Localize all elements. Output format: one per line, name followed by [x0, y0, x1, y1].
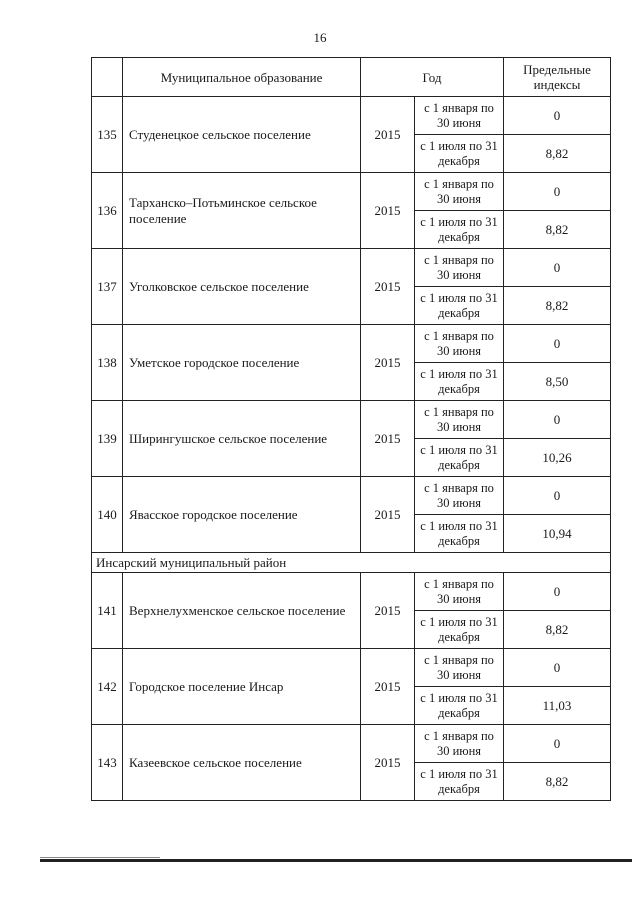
period-cell: с 1 января по 30 июня: [415, 573, 504, 611]
table-row: [92, 477, 611, 515]
table-row: [92, 173, 611, 211]
index-cell: 0: [504, 173, 611, 211]
index-cell: 8,82: [504, 763, 611, 801]
period-cell: с 1 января по 30 июня: [415, 173, 504, 211]
municipality-name: Явасское городское поселение: [123, 477, 361, 553]
row-number: 140: [92, 477, 123, 553]
table-row: [92, 573, 611, 611]
municipality-name: Студенецкое сельское поселение: [123, 97, 361, 173]
header-municipality: Муниципальное образование: [123, 58, 361, 97]
index-cell: 8,50: [504, 363, 611, 401]
municipality-name: Казеевское сельское поселение: [123, 725, 361, 801]
year-cell: 2015: [361, 649, 415, 725]
period-cell: с 1 июля по 31 декабря: [415, 763, 504, 801]
period-cell: с 1 июля по 31 декабря: [415, 439, 504, 477]
period-cell: с 1 января по 30 июня: [415, 649, 504, 687]
municipality-name: Ширингушское сельское поселение: [123, 401, 361, 477]
table-row: [92, 325, 611, 363]
year-cell: 2015: [361, 477, 415, 553]
period-cell: с 1 июля по 31 декабря: [415, 611, 504, 649]
municipality-name: Верхнелухменское сельское поселение: [123, 573, 361, 649]
period-cell: с 1 июля по 31 декабря: [415, 211, 504, 249]
year-cell: 2015: [361, 401, 415, 477]
row-number: 136: [92, 173, 123, 249]
year-cell: 2015: [361, 173, 415, 249]
period-cell: с 1 января по 30 июня: [415, 325, 504, 363]
year-cell: 2015: [361, 573, 415, 649]
page-number: 16: [313, 30, 327, 45]
period-cell: с 1 июля по 31 декабря: [415, 687, 504, 725]
table-row: [92, 649, 611, 687]
year-cell: 2015: [361, 249, 415, 325]
index-cell: 0: [504, 725, 611, 763]
district-name: Инсарский муниципальный район: [92, 553, 611, 573]
table-header-row: [92, 58, 611, 97]
index-cell: 8,82: [504, 611, 611, 649]
index-cell: 0: [504, 401, 611, 439]
footer-rule: [40, 859, 632, 862]
row-number: 142: [92, 649, 123, 725]
table-body: [92, 97, 611, 801]
period-cell: с 1 января по 30 июня: [415, 477, 504, 515]
row-number: 141: [92, 573, 123, 649]
period-cell: с 1 июля по 31 декабря: [415, 363, 504, 401]
municipality-name: Городское поселение Инсар: [123, 649, 361, 725]
municipality-name: Уметское городское поселение: [123, 325, 361, 401]
period-cell: с 1 июля по 31 декабря: [415, 135, 504, 173]
municipality-name: Тарханско–Потьминское сельское поселение: [123, 173, 361, 249]
row-number: 143: [92, 725, 123, 801]
row-number: 139: [92, 401, 123, 477]
municipality-name: Уголковское сельское поселение: [123, 249, 361, 325]
period-cell: с 1 января по 30 июня: [415, 249, 504, 287]
district-row: [92, 553, 611, 573]
index-cell: 0: [504, 649, 611, 687]
index-cell: 10,26: [504, 439, 611, 477]
header-index: Предельные индексы: [504, 58, 611, 97]
header-year: Год: [361, 58, 504, 97]
table-row: [92, 725, 611, 763]
period-cell: с 1 июля по 31 декабря: [415, 287, 504, 325]
row-number: 135: [92, 97, 123, 173]
footer-rule-thin: [40, 857, 160, 858]
index-cell: 0: [504, 477, 611, 515]
tariff-index-table: [91, 57, 611, 801]
table-row: [92, 249, 611, 287]
row-number: 137: [92, 249, 123, 325]
year-cell: 2015: [361, 97, 415, 173]
period-cell: с 1 января по 30 июня: [415, 97, 504, 135]
index-cell: 0: [504, 573, 611, 611]
index-cell: 8,82: [504, 135, 611, 173]
period-cell: с 1 июля по 31 декабря: [415, 515, 504, 553]
index-cell: 8,82: [504, 211, 611, 249]
index-cell: 11,03: [504, 687, 611, 725]
table-row: [92, 97, 611, 135]
period-cell: с 1 января по 30 июня: [415, 401, 504, 439]
year-cell: 2015: [361, 325, 415, 401]
period-cell: с 1 января по 30 июня: [415, 725, 504, 763]
table-row: [92, 401, 611, 439]
year-cell: 2015: [361, 725, 415, 801]
index-cell: 0: [504, 325, 611, 363]
row-number: 138: [92, 325, 123, 401]
index-cell: 10,94: [504, 515, 611, 553]
index-cell: 8,82: [504, 287, 611, 325]
header-number: [92, 58, 123, 97]
index-cell: 0: [504, 97, 611, 135]
index-cell: 0: [504, 249, 611, 287]
